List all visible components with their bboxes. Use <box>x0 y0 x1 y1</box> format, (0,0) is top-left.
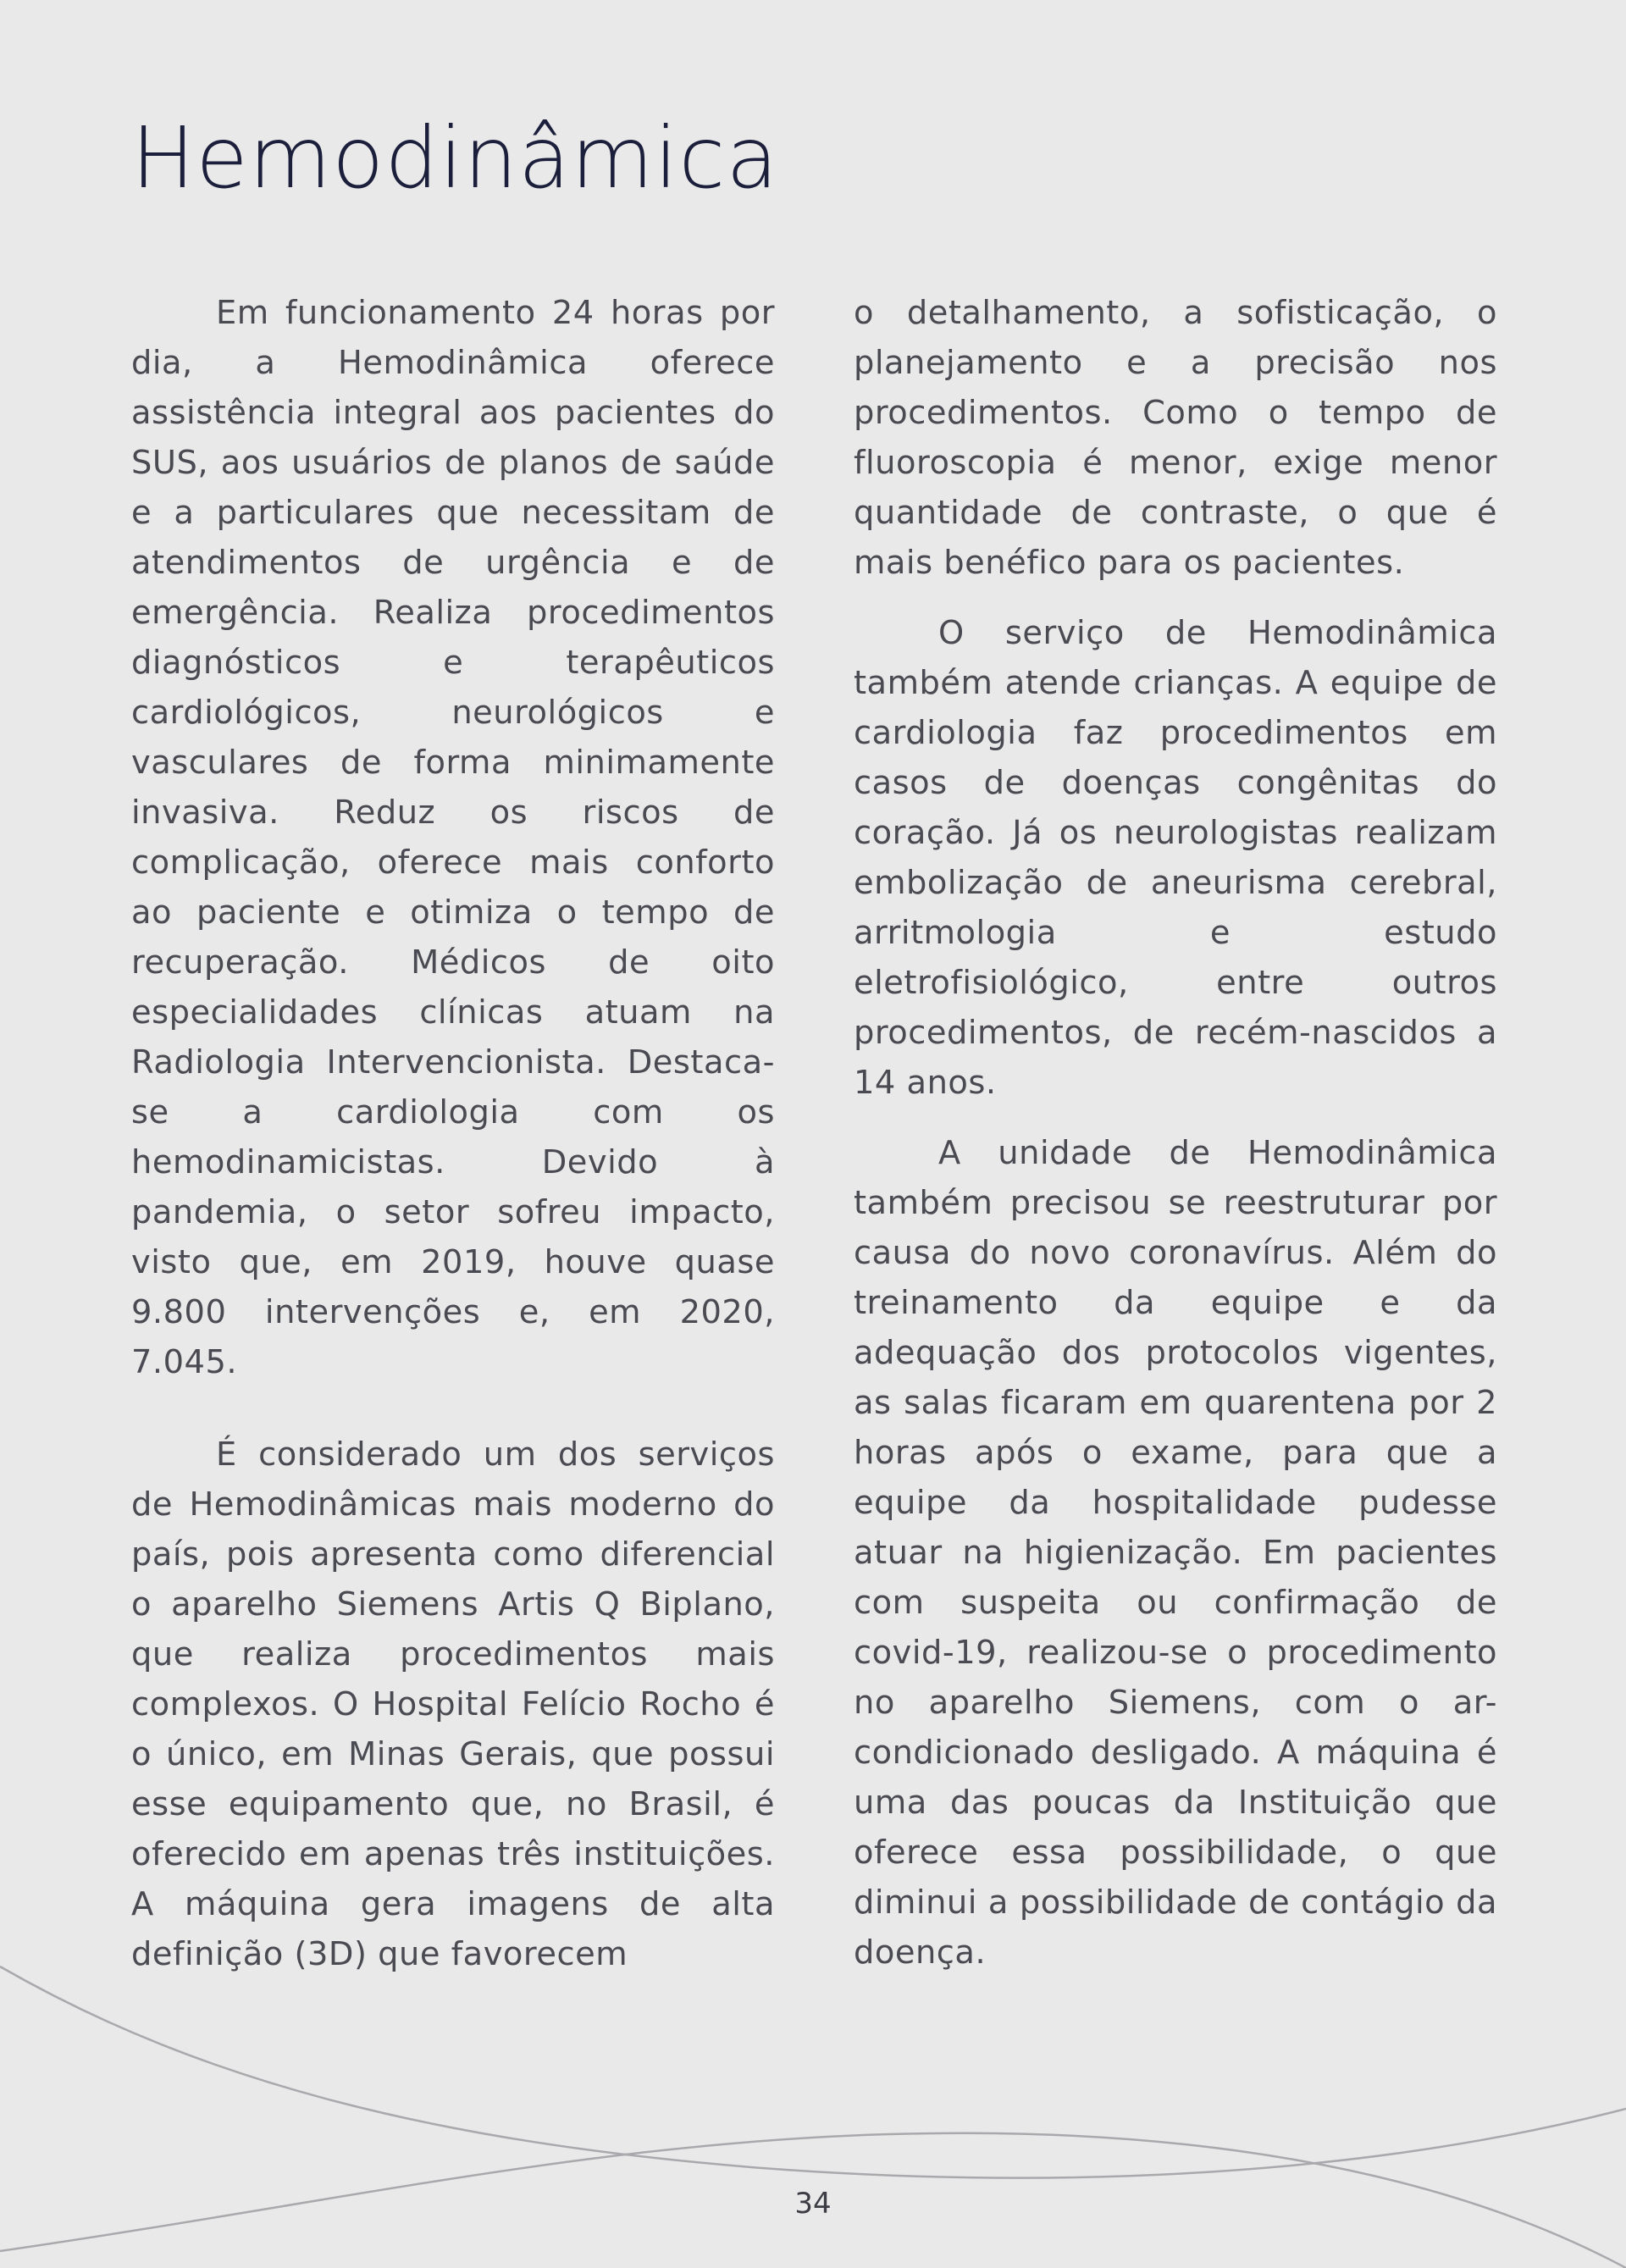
left-column <box>131 288 775 2000</box>
page-title: Hemodinâmica <box>131 108 779 207</box>
paragraph-covid-restructuring: A unidade de Hemodinâmica também precisou se reestruturar por causa do novo coronavírus. Além do treinamento da equipe e da adequação dos protocolos vigentes, as salas ficaram em quarentena por 2 horas após o exame, para que a equipe da hospitalidade pudesse atuar na higienização. Em pacientes com suspeita ou confirmação de covid-19, realizou-se o procedimento no aparelho Siemens, com o ar-condicionado desligado. A máquina é uma das poucas da Instituição que oferece essa possibilidade, o que diminui a possibilidade de contágio da doença. <box>854 1134 1497 1972</box>
right-column <box>854 288 1497 1998</box>
page-number: 34 <box>794 2187 832 2221</box>
paragraph-pediatric-service: O serviço de Hemodinâmica também atende crianças. A equipe de cardiologia faz procedimentos em casos de doenças congênitas do coração. Já os neurologistas realizam embolização de aneurisma cerebral, arritmologia e estudo eletrofisiológico, entre outros procedimentos, de recém-nascidos a 14 anos. <box>854 614 1497 1102</box>
paragraph-modern-equipment: É considerado um dos serviços de Hemodinâmicas mais moderno do país, pois apresenta como diferencial o aparelho Siemens Artis Q Biplano, que realiza procedimentos mais complexos. O Hospital Felício Rocho é o único, em Minas Gerais, que possui esse equipamento que, no Brasil, é oferecido em apenas três instituições. A máquina gera imagens de alta definição (3D) que favorecem <box>131 1435 775 1973</box>
paragraph-equipment-continued: o detalhamento, a sofisticação, o planejamento e a precisão nos procedimentos. Como o tempo de fluoroscopia é menor, exige menor quantidade de contraste, o que é mais benéfico para os pacientes. <box>854 294 1497 582</box>
paragraph-operation-overview: Em funcionamento 24 horas por dia, a Hemodinâmica oferece assistência integral aos pacientes do SUS, aos usuários de planos de saúde e a particulares que necessitam de atendimentos de urgência e de emergência. Realiza procedimentos diagnósticos e terapêuticos cardiológicos, neurológicos e vasculares de forma minimamente invasiva. Reduz os riscos de complicação, oferece mais conforto ao paciente e otimiza o tempo de recuperação. Médicos de oito especialidades clínicas atuam na Radiologia Intervencionista. Destaca-se a cardiologia com os hemodinamicistas. Devido à pandemia, o setor sofreu impacto, visto que, em 2019, houve quase 9.800 intervenções e, em 2020, 7.045. <box>131 294 775 1381</box>
